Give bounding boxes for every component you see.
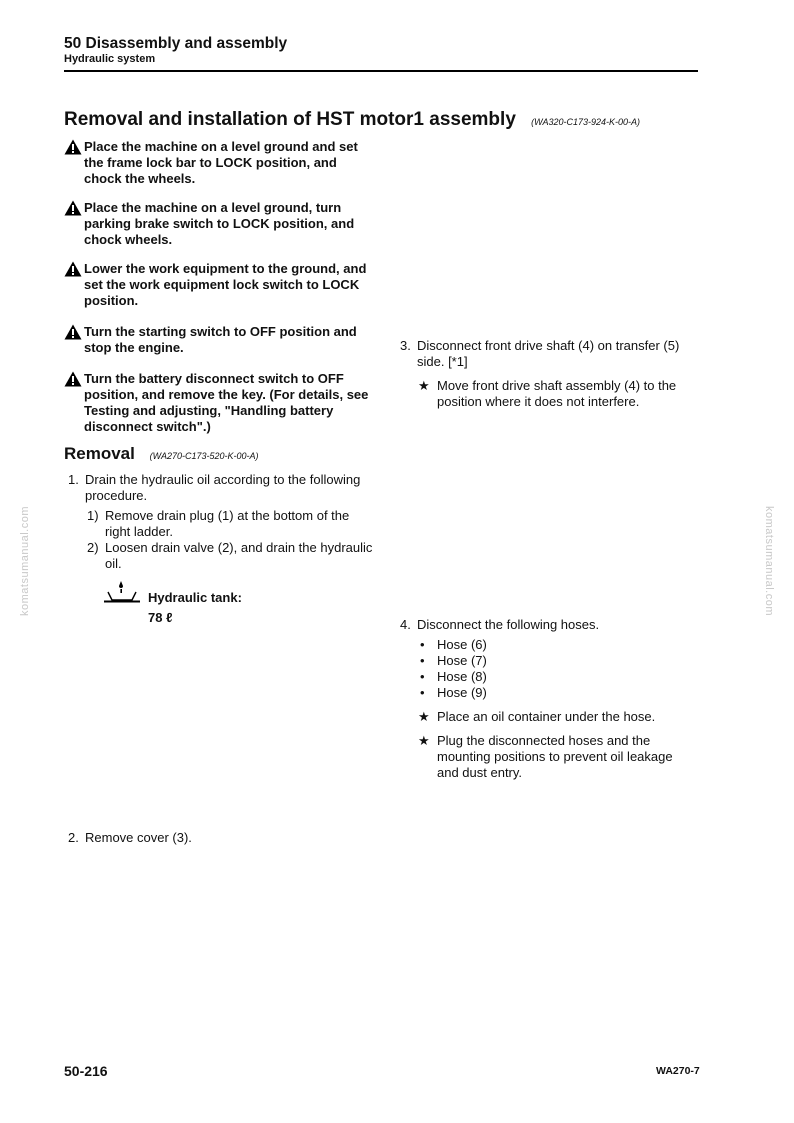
removal-code: (WA270-C173-520-K-00-A) (149, 451, 259, 461)
note-text: Place an oil container under the hose. (437, 709, 656, 724)
step-3 (397, 338, 697, 370)
substep-number: 1) (87, 508, 99, 523)
oil-capacity-icon (104, 580, 140, 604)
warning-3 (64, 261, 369, 309)
substep-text: Loosen drain valve (2), and drain the hydraulic oil. (105, 540, 373, 571)
warning-icon (64, 261, 82, 277)
capacity-label: Hydraulic tank: (148, 590, 242, 605)
removal-heading (64, 444, 259, 464)
step-3-note (417, 378, 697, 410)
warning-text: Lower the work equipment to the ground, and set the work equipment lock switch to LOCK position. (84, 261, 367, 308)
capacity-value: 78 ℓ (148, 610, 173, 625)
warning-icon (64, 200, 82, 216)
section-title-text: Removal and installation of HST motor1 assembly (64, 109, 516, 130)
step-4-note-1 (417, 709, 697, 725)
hose-label: Hose (7) (437, 653, 487, 668)
note-text: Plug the disconnected hoses and the mounting positions to prevent oil leakage and dust entry. (437, 733, 673, 780)
warning-icon (64, 324, 82, 340)
star-icon: ★ (418, 733, 430, 748)
step-number: 2. (68, 830, 79, 845)
bullet: • (420, 653, 425, 668)
watermark-right: komatsumanual.com (763, 506, 775, 616)
chapter-subtitle: Hydraulic system (64, 53, 156, 65)
step-text: Remove cover (3). (85, 830, 192, 845)
list-item (420, 685, 620, 701)
step-4 (397, 617, 697, 633)
step-text: Disconnect the following hoses. (417, 617, 600, 632)
step-text: Disconnect front drive shaft (4) on transfer (5) side. [*1] (417, 338, 680, 369)
bullet: • (420, 669, 425, 684)
hose-label: Hose (8) (437, 669, 487, 684)
page-number: 50-216 (64, 1063, 108, 1079)
step-1 (64, 472, 374, 504)
removal-title: Removal (64, 444, 135, 463)
substep-1 (84, 508, 374, 540)
step-2 (64, 830, 374, 846)
warning-4 (64, 324, 369, 356)
warning-icon (64, 139, 82, 155)
star-icon: ★ (418, 709, 430, 724)
chapter-title: 50 Disassembly and assembly (64, 35, 288, 52)
warning-2 (64, 200, 369, 248)
step-text: Drain the hydraulic oil according to the following procedure. (85, 472, 361, 503)
hose-label: Hose (6) (437, 637, 487, 652)
step-number: 1. (68, 472, 79, 487)
hose-label: Hose (9) (437, 685, 487, 700)
substep-2 (84, 540, 374, 572)
model-code: WA270-7 (656, 1065, 700, 1077)
hose-list (420, 637, 620, 701)
warning-5 (64, 371, 369, 435)
bullet: • (420, 637, 425, 652)
warning-1 (64, 139, 369, 187)
warning-text: Turn the battery disconnect switch to OFF position, and remove the key. (For details, see Testing and adjusting, "Handling battery disconnect switch".) (84, 371, 369, 434)
step-number: 3. (400, 338, 411, 353)
section-code: (WA320-C173-924-K-00-A) (531, 117, 641, 127)
bullet: • (420, 685, 425, 700)
warning-icon (64, 371, 82, 387)
step-number: 4. (400, 617, 411, 632)
header-rule (64, 70, 698, 72)
section-title (64, 109, 640, 131)
warning-text: Place the machine on a level ground, turn parking brake switch to LOCK position, and chock wheels. (84, 200, 355, 247)
list-item (420, 653, 620, 669)
substep-text: Remove drain plug (1) at the bottom of the right ladder. (105, 508, 350, 539)
warning-text: Place the machine on a level ground and set the frame lock bar to LOCK position, and chock the wheels. (84, 139, 358, 186)
warning-text: Turn the starting switch to OFF position and stop the engine. (84, 324, 357, 355)
list-item (420, 669, 620, 685)
note-text: Move front drive shaft assembly (4) to the position where it does not interfere. (437, 378, 677, 409)
star-icon: ★ (418, 378, 430, 393)
step-4-note-2 (417, 733, 687, 781)
list-item (420, 637, 620, 653)
substep-number: 2) (87, 540, 99, 555)
watermark-left: komatsumanual.com (19, 506, 31, 616)
